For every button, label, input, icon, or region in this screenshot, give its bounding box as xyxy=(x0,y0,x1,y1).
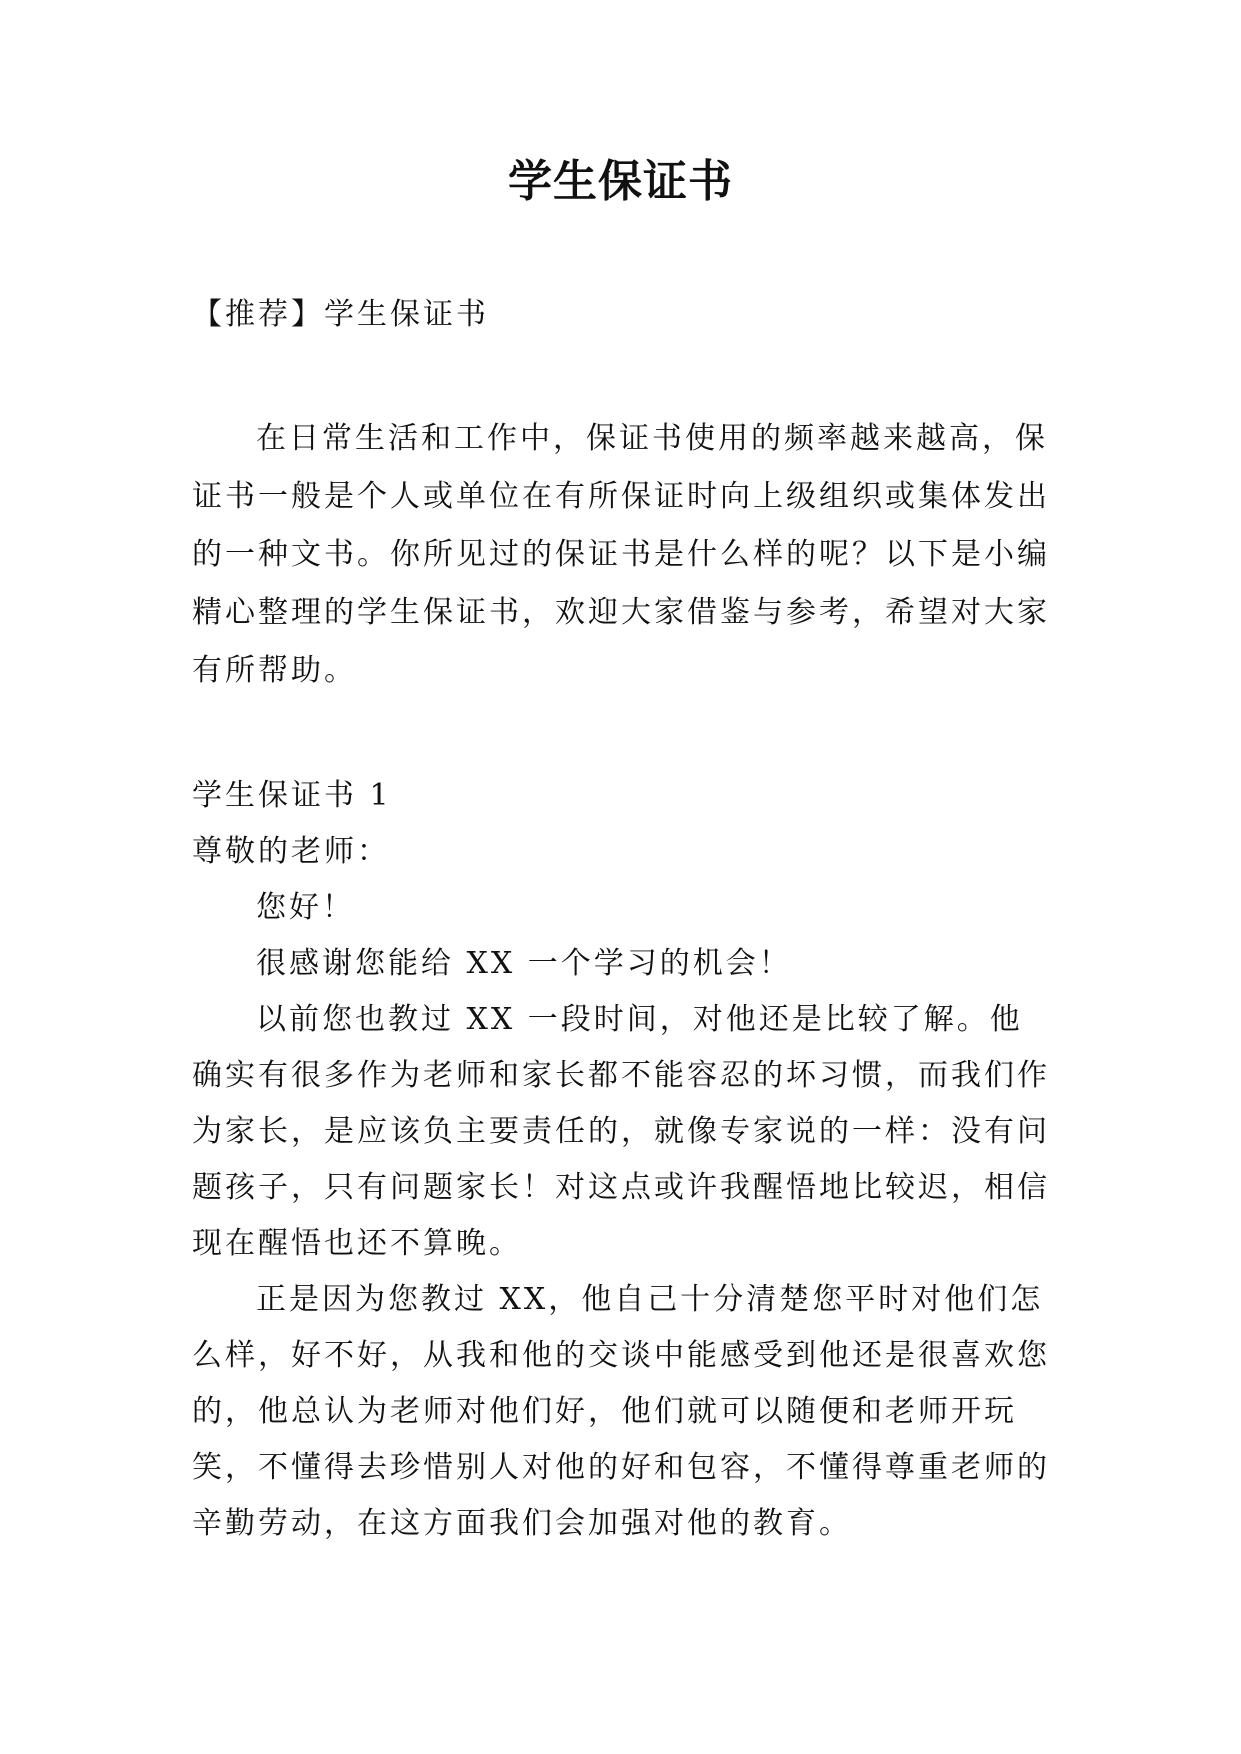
section-heading: 学生保证书 1 xyxy=(192,778,392,813)
letter-paragraph-3: 正是因为您教过 XX，他自己十分清楚您平时对他们怎么样，好不好，从我和他的交谈中能感受到他还是很喜欢您的，他总认为老师对他们好，他们就可以随便和老师开玩笑，不懂得去珍惜别人对他的好和包容，不懂得尊重老师的辛勤劳动，在这方面我们会加强对他的教育。 xyxy=(192,1282,1050,1541)
letter-paragraph-2: 以前您也教过 XX 一段时间，对他还是比较了解。他确实有很多作为老师和家长都不能容忍的坏习惯，而我们作为家长，是应该负主要责任的，就像专家说的一样：没有问题孩子，只有问题家长！对这点或许我醒悟地比较迟，相信现在醒悟也还不算晚。 xyxy=(192,1002,1050,1261)
document-title: 学生保证书 xyxy=(508,156,733,207)
intro-text: 在日常生活和工作中，保证书使用的频率越来越高，保证书一般是个人或单位在有所保证时向上级组织或集体发出的一种文书。你所见过的保证书是什么样的呢？以下是小编精心整理的学生保证书，欢迎大家借鉴与参考，希望对大家有所帮助。 xyxy=(192,421,1050,688)
salutation: 尊敬的老师： xyxy=(192,834,390,869)
letter-paragraph-1: 很感谢您能给 XX 一个学习的机会！ xyxy=(256,946,792,981)
recommend-line: 【推荐】学生保证书 xyxy=(192,297,489,332)
intro-paragraph xyxy=(192,410,1052,700)
letter-section xyxy=(192,768,1052,1552)
greeting: 您好！ xyxy=(256,890,355,925)
